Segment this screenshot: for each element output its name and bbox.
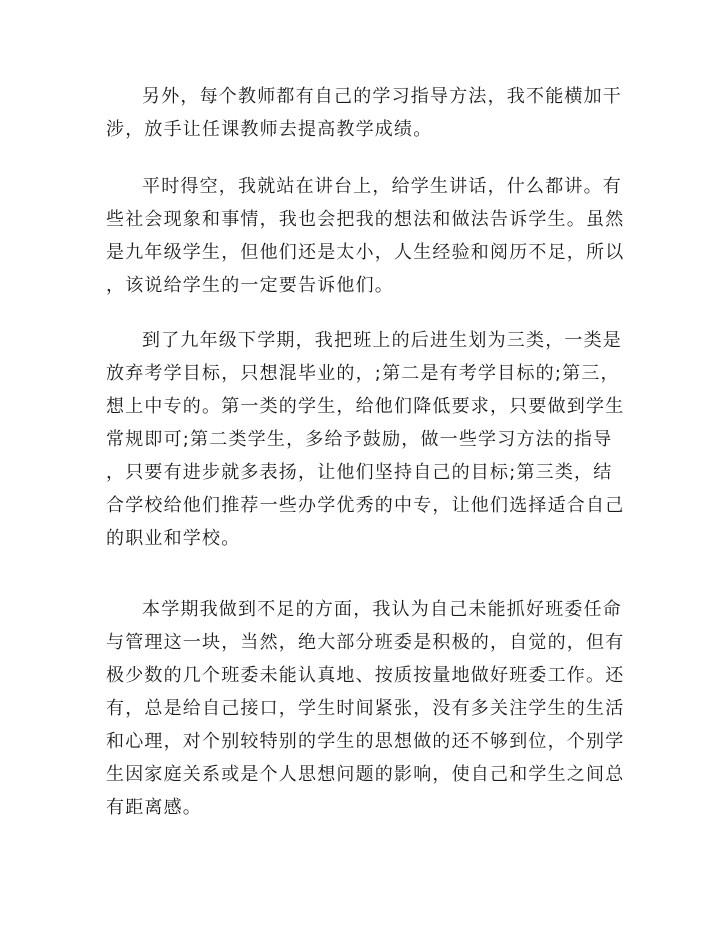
paragraph-line: 是九年级学生，但他们还是太小，人生经验和阅历不足，所以 — [106, 242, 625, 263]
paragraph-line: 平时得空，我就站在讲台上，给学生讲话，什么都讲。有 — [142, 176, 622, 197]
paragraph-3 — [106, 324, 625, 555]
paragraph-line: 合学校给他们推荐一些办学优秀的中专，让他们选择适合自己 — [106, 495, 625, 516]
paragraph-4 — [106, 593, 625, 824]
paragraph-line: 有距离感。 — [106, 797, 202, 818]
paragraph-line: 极少数的几个班委未能认真地、按质按量地做好班委工作。还 — [106, 665, 625, 686]
paragraph-2 — [106, 170, 625, 302]
paragraph-line: 到了九年级下学期，我把班上的后进生划为三类，一类是 — [142, 330, 622, 351]
paragraph-line: 与管理这一块，当然，绝大部分班委是积极的，自觉的，但有 — [106, 632, 625, 653]
paragraph-line: 常规即可;第二类学生，多给予鼓励，做一些学习方法的指导 — [106, 429, 613, 450]
paragraph-line: 涉，放手让任课教师去提高教学成绩。 — [106, 119, 433, 140]
paragraph-1 — [106, 80, 622, 146]
paragraph-line: 的职业和学校。 — [106, 528, 241, 549]
paragraph-line: 有，总是给自己接口，学生时间紧张，没有多关注学生的生活 — [106, 698, 625, 719]
paragraph-line: 放弃考学目标，只想混毕业的，;第二是有考学目标的;第三， — [106, 363, 620, 384]
paragraph-line: 另外，每个教师都有自己的学习指导方法，我不能横加干 — [142, 86, 622, 107]
paragraph-line: 想上中专的。第一类的学生，给他们降低要求，只要做到学生 — [106, 396, 625, 417]
paragraph-line: 生因家庭关系或是个人思想问题的影响，使自己和学生之间总 — [106, 764, 625, 785]
paragraph-line: ，只要有进步就多表扬，让他们坚持自己的目标;第三类，结 — [106, 462, 613, 483]
paragraph-line: 些社会现象和事情，我也会把我的想法和做法告诉学生。虽然 — [106, 209, 625, 230]
paragraph-line: 本学期我做到不足的方面，我认为自己未能抓好班委任命 — [142, 599, 622, 620]
paragraph-line: ，该说给学生的一定要告诉他们。 — [106, 275, 394, 296]
paragraph-line: 和心理，对个别较特别的学生的思想做的还不够到位，个别学 — [106, 731, 625, 752]
